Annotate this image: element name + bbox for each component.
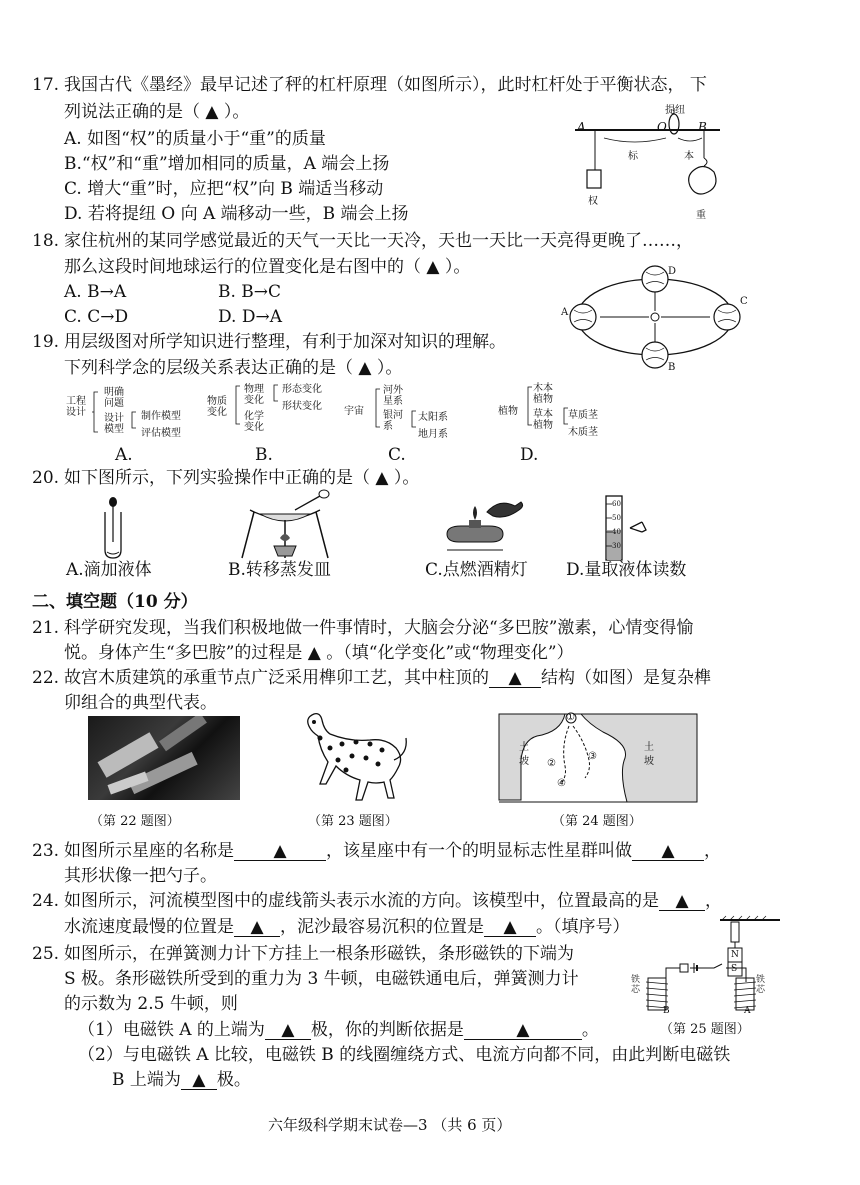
q19-number: 19.: [32, 332, 60, 352]
q25-sub1-answer-blank-2[interactable]: ▲: [464, 1022, 582, 1040]
q18-fig-label-b: B: [668, 362, 676, 373]
q20d-tick-30: 30: [612, 542, 621, 550]
q24-number: 24.: [32, 891, 60, 911]
q25-sub1-text-a: （1）电磁铁 A 的上端为: [78, 1020, 265, 1040]
q23-text-b: ，该星座中有一个的明显标志性星群叫做: [326, 841, 632, 861]
q20-caption-d: D.量取液体读数: [566, 560, 687, 580]
q25-sub2-text-a: B 上端为: [112, 1070, 181, 1090]
q19a-branch2: 设计模型: [104, 413, 124, 435]
q19b-branch2: 化学变化: [244, 411, 264, 433]
q25-stem-line2: S 极。条形磁铁所受到的重力为 3 牛顿，电磁铁通电后，弹簧测力计: [64, 969, 579, 989]
q24-stem-line1: [64, 893, 722, 911]
q23-answer-blank-1[interactable]: ▲: [234, 843, 326, 861]
q25-fig-label-a: A: [744, 1006, 751, 1016]
q21-stem-line1: 科学研究发现，当我们积极地做一件事情时，大脑会分泌“多巴胺”激素，心情变得愉: [64, 618, 694, 638]
q18-option-a: A. B→A: [64, 282, 127, 302]
q25-fig-label-tiexin-right: 铁芯: [756, 975, 766, 995]
q19d-branch2: 草本植物: [533, 409, 553, 431]
q20d-tick-40: 40: [612, 528, 621, 536]
q22-number: 22.: [32, 668, 60, 688]
q19a-label: A.: [115, 445, 133, 465]
q21-stem-line2: 悦。身体产生“多巴胺”的过程是 ▲ 。（填“化学变化”或“物理变化”）: [64, 643, 574, 663]
q19d-child2: 木质茎: [568, 427, 598, 438]
q19c-root: 宇宙: [344, 406, 364, 417]
q23-leopard-constellation-figure: [290, 708, 410, 803]
q19b-child1: 形态变化: [282, 384, 322, 395]
q19a-child1: 制作模型: [141, 411, 181, 422]
q19b-branch1: 物理变化: [244, 384, 264, 406]
q24-stem-line2: [64, 919, 630, 937]
q17-fig-label-biao: 标: [628, 151, 638, 162]
q25-sub1-text-b: 极，你的判断依据是: [310, 1020, 464, 1040]
q18-fig-label-c: C: [740, 296, 748, 307]
q20-caption-a: A.滴加液体: [66, 560, 152, 580]
q24-text-c: 水流速度最慢的位置是: [64, 917, 234, 937]
q19-stem-line2: 下列科学念的层级关系表达正确的是（ ▲ ）。: [64, 358, 403, 378]
q25-sub2-answer-blank[interactable]: ▲: [181, 1072, 217, 1090]
q19c-branch2: 银河系: [383, 410, 403, 432]
q19c-branch1: 河外星系: [383, 385, 403, 407]
q17-fig-label-zhong: 重: [696, 210, 706, 221]
q24-answer-blank-1[interactable]: ▲: [659, 893, 705, 911]
q23-number: 23.: [32, 841, 60, 861]
q22-text-b: 结构（如图）是复杂榫: [541, 668, 711, 688]
q22-stem-line1: [64, 670, 711, 688]
q22-answer-blank[interactable]: ▲: [489, 670, 541, 688]
q19d-branch1: 木本植物: [533, 383, 553, 405]
q20d-tick-50: 50: [612, 514, 621, 522]
q22-dougong-photo: [88, 716, 240, 800]
q19b-label: B.: [255, 445, 273, 465]
q19b-child2: 形状变化: [282, 401, 322, 412]
q18-option-b: B. B→C: [218, 282, 282, 302]
q22-text-a: 故宫木质建筑的承重节点广泛采用榫卯工艺，其中柱顶的: [64, 668, 489, 688]
q17-number: 17.: [32, 75, 60, 95]
q19d-label: D.: [520, 445, 539, 465]
q24-label-3: ③: [588, 751, 597, 762]
q24-label-left-slope: 土坡: [519, 742, 529, 767]
q19d-child1: 草质茎: [568, 410, 598, 421]
q24-answer-blank-3[interactable]: ▲: [484, 919, 536, 937]
q19c-child2: 地月系: [418, 429, 448, 440]
q25-stem-line3: 的示数为 2.5 牛顿，则: [64, 994, 238, 1014]
q20-stem: 如下图所示，下列实验操作中正确的是（ ▲ ）。: [64, 468, 420, 488]
q18-option-d: D. D→A: [218, 307, 282, 327]
q19b-root: 物质变化: [207, 396, 227, 418]
q24-text-d: ，泥沙最容易沉积的位置是: [280, 917, 484, 937]
q17-fig-label-quan: 权: [588, 196, 598, 207]
fig22-caption: （第 22 题图）: [90, 814, 180, 829]
q18-stem-line1: 家住杭州的某同学感觉最近的天气一天比一天冷，天也一天比一天亮得更晚了……，: [64, 231, 693, 251]
q20-caption-c: C.点燃酒精灯: [425, 560, 528, 580]
q19a-root: 工程设计: [66, 396, 86, 418]
q17-fig-label-ben: 本: [684, 151, 694, 162]
section-fill-in-title: 二、填空题（10 分）: [32, 592, 198, 612]
q24-text-b: ，: [705, 891, 722, 911]
q25-fig-label-b: B: [663, 1006, 670, 1016]
q20d-measuring-cylinder-figure: [600, 492, 660, 564]
q25-stem-line1: 如图所示，在弹簧测力计下方挂上一根条形磁铁，条形磁铁的下端为: [64, 944, 574, 964]
q17-fig-label-b: B: [698, 120, 707, 134]
q25-fig-label-n: N: [731, 950, 739, 960]
q21-number: 21.: [32, 618, 60, 638]
q23-stem-line2: 其形状像一把勺子。: [64, 866, 217, 886]
q17-stem-line2: 列说法正确的是（ ▲ ）。: [64, 102, 250, 122]
q24-text-a: 如图所示，河流模型图中的虚线箭头表示水流的方向。该模型中，位置最高的是: [64, 891, 659, 911]
q17-option-c: C. 增大“重”时，应把“权”向 B 端适当移动: [64, 179, 384, 199]
q24-label-4: ④: [557, 778, 566, 789]
page-footer: 六年级科学期末试卷—3 （共 6 页）: [268, 1116, 512, 1134]
q23-answer-blank-2[interactable]: ▲: [632, 843, 704, 861]
q19d-root: 植物: [498, 406, 518, 417]
q18-option-c: C. C→D: [64, 307, 129, 327]
q23-stem-line1: [64, 843, 721, 861]
q19c-child1: 太阳系: [418, 412, 448, 423]
q25-sub1-text-c: 。: [581, 1020, 599, 1040]
q17-fig-label-a: A: [577, 120, 586, 134]
q18-stem-line2: 那么这段时间地球运行的位置变化是右图中的（ ▲ ）。: [64, 257, 471, 277]
q19-stem-line1: 用层级图对所学知识进行整理，有利于加深对知识的理解。: [64, 332, 506, 352]
q24-label-right-slope: 土坡: [644, 742, 654, 767]
fig24-caption: （第 24 题图）: [552, 814, 642, 829]
q19a-child2: 评估模型: [141, 428, 181, 439]
q17-fig-label-o: O: [657, 120, 667, 134]
q20c-alcohol-lamp-figure: [445, 498, 525, 558]
q22-stem-line2: 卯组合的典型代表。: [64, 693, 217, 713]
q23-text-a: 如图所示星座的名称是: [64, 841, 234, 861]
q25-sub2-line2: [112, 1072, 251, 1090]
fig25-caption: （第 25 题图）: [660, 1022, 750, 1037]
q24-label-2: ②: [547, 758, 556, 769]
q20a-dropper-tube-figure: [95, 498, 135, 560]
q24-label-1: ①: [566, 712, 575, 723]
q17-option-a: A. 如图“权”的质量小于“重”的质量: [64, 129, 326, 149]
q25-sub1: [78, 1022, 599, 1040]
q19c-label: C.: [388, 445, 406, 465]
q17-stem-line1: 我国古代《墨经》最早记述了秤的杠杆原理（如图所示），此时杠杆处于平衡状态， 下: [64, 75, 707, 95]
q25-number: 25.: [32, 944, 60, 964]
q18-fig-label-a: A: [561, 307, 569, 318]
q25-sub2-text-b: 极。: [216, 1070, 251, 1090]
q25-sub2-line1: （2）与电磁铁 A 比较，电磁铁 B 的线圈缠绕方式、电流方向都不同，由此判断电磁铁: [78, 1045, 731, 1065]
q18-number: 18.: [32, 231, 60, 251]
q20-caption-b: B.转移蒸发皿: [228, 560, 331, 580]
q24-answer-blank-2[interactable]: ▲: [234, 919, 280, 937]
q17-option-d: D. 若将提纽 O 向 A 端移动一些，B 端会上扬: [64, 204, 409, 224]
q25-fig-label-tiexin-left: 铁芯: [631, 975, 641, 995]
q25-fig-label-s: S: [731, 964, 738, 974]
q18-fig-label-d: D: [668, 266, 677, 277]
q19a-branch1: 明确问题: [104, 387, 124, 409]
q20d-tick-60: 60: [612, 500, 621, 508]
q20b-evaporating-dish-figure: [240, 488, 330, 560]
q23-text-c: ，: [704, 841, 721, 861]
q25-sub1-answer-blank-1[interactable]: ▲: [265, 1022, 311, 1040]
q24-text-e: 。（填序号）: [536, 917, 630, 937]
q17-fig-label-tinu: 提纽: [665, 105, 685, 116]
q20-number: 20.: [32, 468, 60, 488]
fig23-caption: （第 23 题图）: [308, 814, 398, 829]
q17-option-b: B.“权”和“重”增加相同的质量，A 端会上扬: [64, 154, 390, 174]
